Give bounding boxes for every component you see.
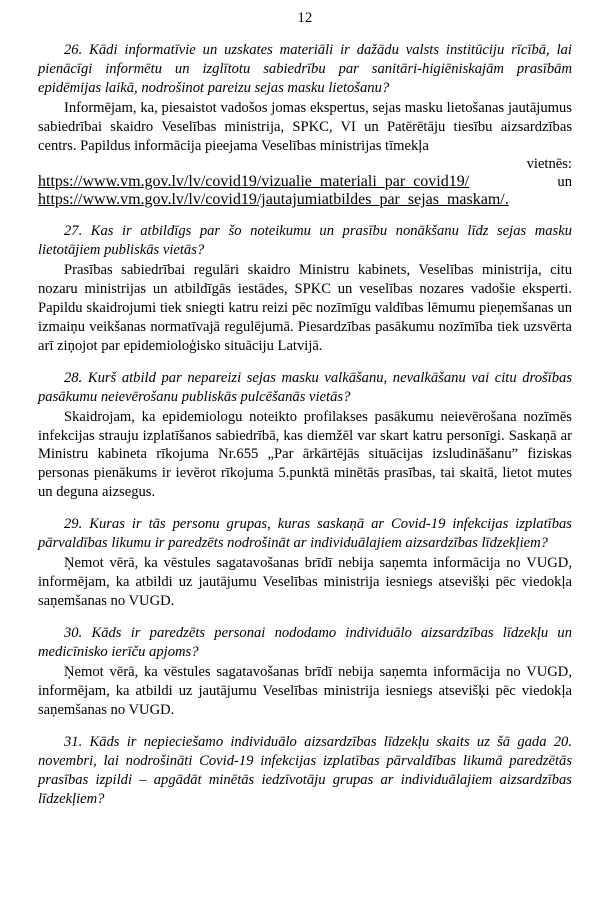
answer-tail-row — [38, 156, 572, 173]
answer-text: Skaidrojam, ka epidemiologu noteikto profilakses pasākumu neievērošana nozīmēs infekcijas strauju izplatīšanos sabiedrībā, kas diemžēl var skart katru personīgi. Saskaņā ar Ministru kabineta rīkojuma Nr.655 „Par ārkārtējās situācijas izsludināšanu” fiziskas personas pienākums ir ievērot rīkojuma 5.punktā minētās prasības, tai skaitā, lietot mutes un deguna aizsegus. — [38, 408, 572, 501]
question-text: 31. Kāds ir nepieciešamo individuālo aizsardzības līdzekļu skaits uz šā gada 20. novembri, lai nodrošināti Covid-19 infekcijas izplatības pārvaldības likumā paredzētās prasības izpildi – apgādāt minētās iedzīvotāju grupas ar individuālajiem aizsardzības līdzekļiem? — [38, 734, 572, 807]
question-text: 26. Kādi informatīvie un uzskates materiāli ir dažādu valsts institūciju rīcībā, lai pienācīgi informētu un izglītotu sabiedrību par sanitāri-higiēniskajām prasībām epidēmijas laikā, nodrošinot pareizu sejas masku lietošanu? — [38, 42, 572, 96]
qa-block-26 — [38, 41, 572, 209]
question-text: 30. Kāds ir paredzēts personai nododamo individuālo aizsardzības līdzekļu un medicīnisko ierīču apjoms? — [38, 625, 572, 661]
block-spacer — [38, 722, 572, 733]
qa-block-28 — [38, 369, 572, 503]
answer-text: Informējam, ka, piesaistot vadošos jomas ekspertus, sejas masku lietošanas jautājumus sabiedrībai skaidro Veselības ministrija, SPKC, VI un Patērētāju tiesību aizsardzības centrs. Papildus informācija pieejama Veselības ministrijas tīmekļa — [38, 99, 572, 154]
question-text: 28. Kurš atbild par nepareizi sejas masku valkāšanu, nevalkāšanu vai citu drošības pasākumu neievērošanu publiskās pulcēšanās vietās? — [38, 369, 572, 405]
question-text: 29. Kuras ir tās personu grupas, kuras saskaņā ar Covid-19 infekcijas izplatības pārvaldības likumu ir paredzēts nodrošināt ar individuālajiem aizsardzības līdzekļiem? — [38, 516, 572, 552]
answer-text: Prasības sabiedrībai regulāri skaidro Ministru kabinets, Veselības ministrija, citu nozaru ministrijas un atbildīgās iestādes, SPKC un veselības nozares vadošie eksperti. Papildu skaidrojumi tiek sniegti katru reizi pēc nozīmīgu valdības lēmumu pieņemšanas un izmaiņu veikšanas normatīvajā regulējumā. Piesardzības pasākumu nozīmība tiek uzsvērta arī ziņojot par epidemioloģisko situāciju Latvijā. — [38, 261, 572, 354]
qa-block-29 — [38, 515, 572, 611]
answer-text: Ņemot vērā, ka vēstules sagatavošanas brīdī nebija saņemta informācija no VUGD, informējam, ka atbildi uz jautājumu Veselības ministrija iesniegs atsevišķi pēc viedokļa saņemšanas no VUGD. — [38, 664, 572, 719]
block-spacer — [38, 504, 572, 515]
answer-tail-label: vietnēs: — [526, 155, 572, 172]
link-conjunction: un — [557, 173, 572, 190]
qa-block-30 — [38, 624, 572, 720]
link-row-2 — [38, 191, 572, 209]
block-spacer — [38, 613, 572, 624]
qa-block-31 — [38, 733, 572, 809]
block-spacer — [38, 358, 572, 369]
vm-faq-masks-link[interactable]: https://www.vm.gov.lv/lv/covid19/jautajumiatbildes_par_sejas_maskam/. — [38, 190, 509, 208]
page-number: 12 — [297, 10, 313, 26]
link-row-1 — [38, 173, 572, 191]
answer-text: Ņemot vērā, ka vēstules sagatavošanas brīdī nebija saņemta informācija no VUGD, informējam, ka atbildi uz jautājumu Veselības ministrija iesniegs atsevišķi pēc viedokļa saņemšanas no VUGD. — [38, 555, 572, 610]
question-text: 27. Kas ir atbildīgs par šo noteikumu un prasību nonākšanu līdz sejas masku lietotājiem publiskās vietās? — [38, 222, 572, 258]
block-spacer — [38, 211, 572, 222]
qa-block-27 — [38, 222, 572, 356]
vm-visual-materials-link[interactable]: https://www.vm.gov.lv/lv/covid19/vizualie_materiali_par_covid19/ — [38, 172, 470, 190]
